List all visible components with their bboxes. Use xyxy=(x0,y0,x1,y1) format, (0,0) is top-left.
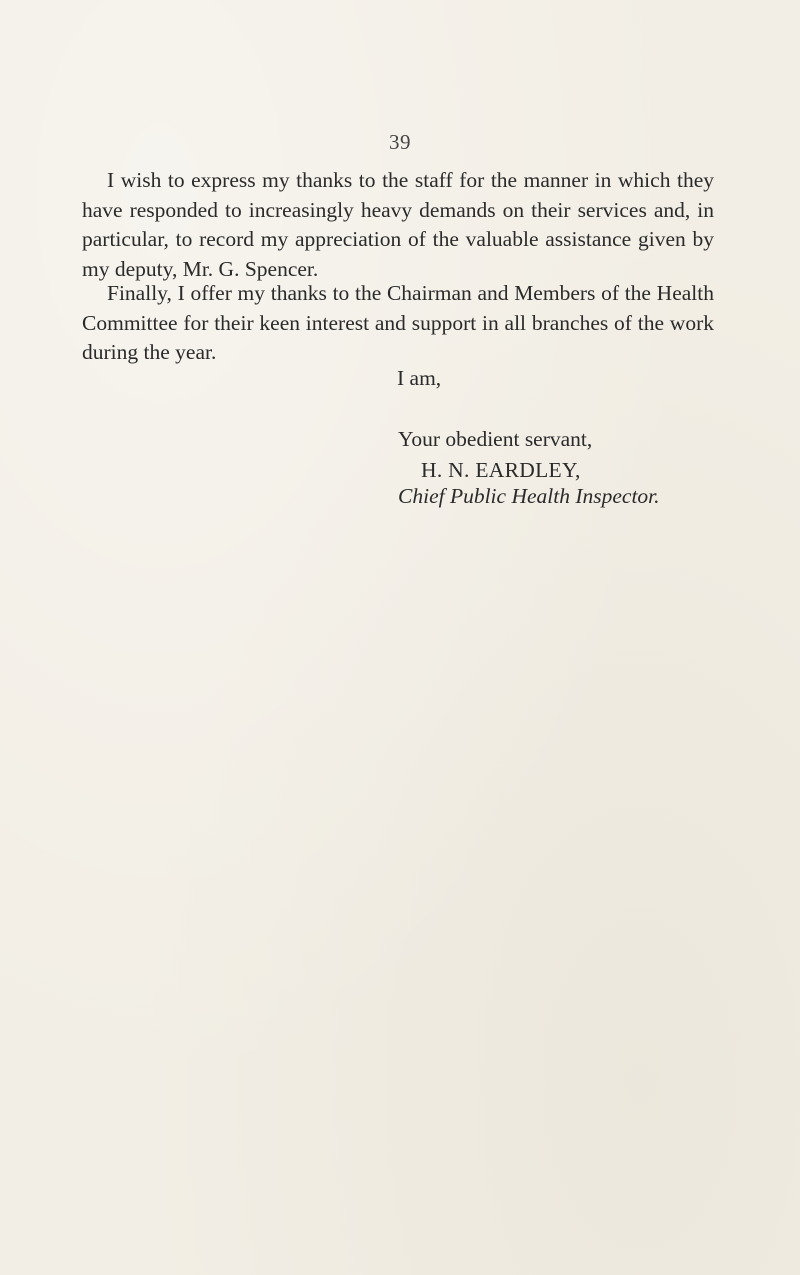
page-number: 39 xyxy=(389,130,411,154)
paragraph-thanks-committee: Finally, I offer my thanks to the Chairman and Members of the Health Committee for their keen interest and support in all branches of the work during the year. xyxy=(82,281,714,364)
closing-valediction: Your obedient servant, xyxy=(398,427,593,451)
signatory-title: Chief Public Health Inspector. xyxy=(398,484,660,508)
signatory-name: H. N. EARDLEY, xyxy=(421,458,581,482)
closing-salutation: I am, xyxy=(397,366,442,390)
paragraph-thanks-staff: I wish to express my thanks to the staff for the manner in which they have responded to increasingly heavy demands on their services and, in particular, to record my appreciation of the valuable assistance given by my deputy, Mr. G. Spencer. xyxy=(82,168,714,281)
